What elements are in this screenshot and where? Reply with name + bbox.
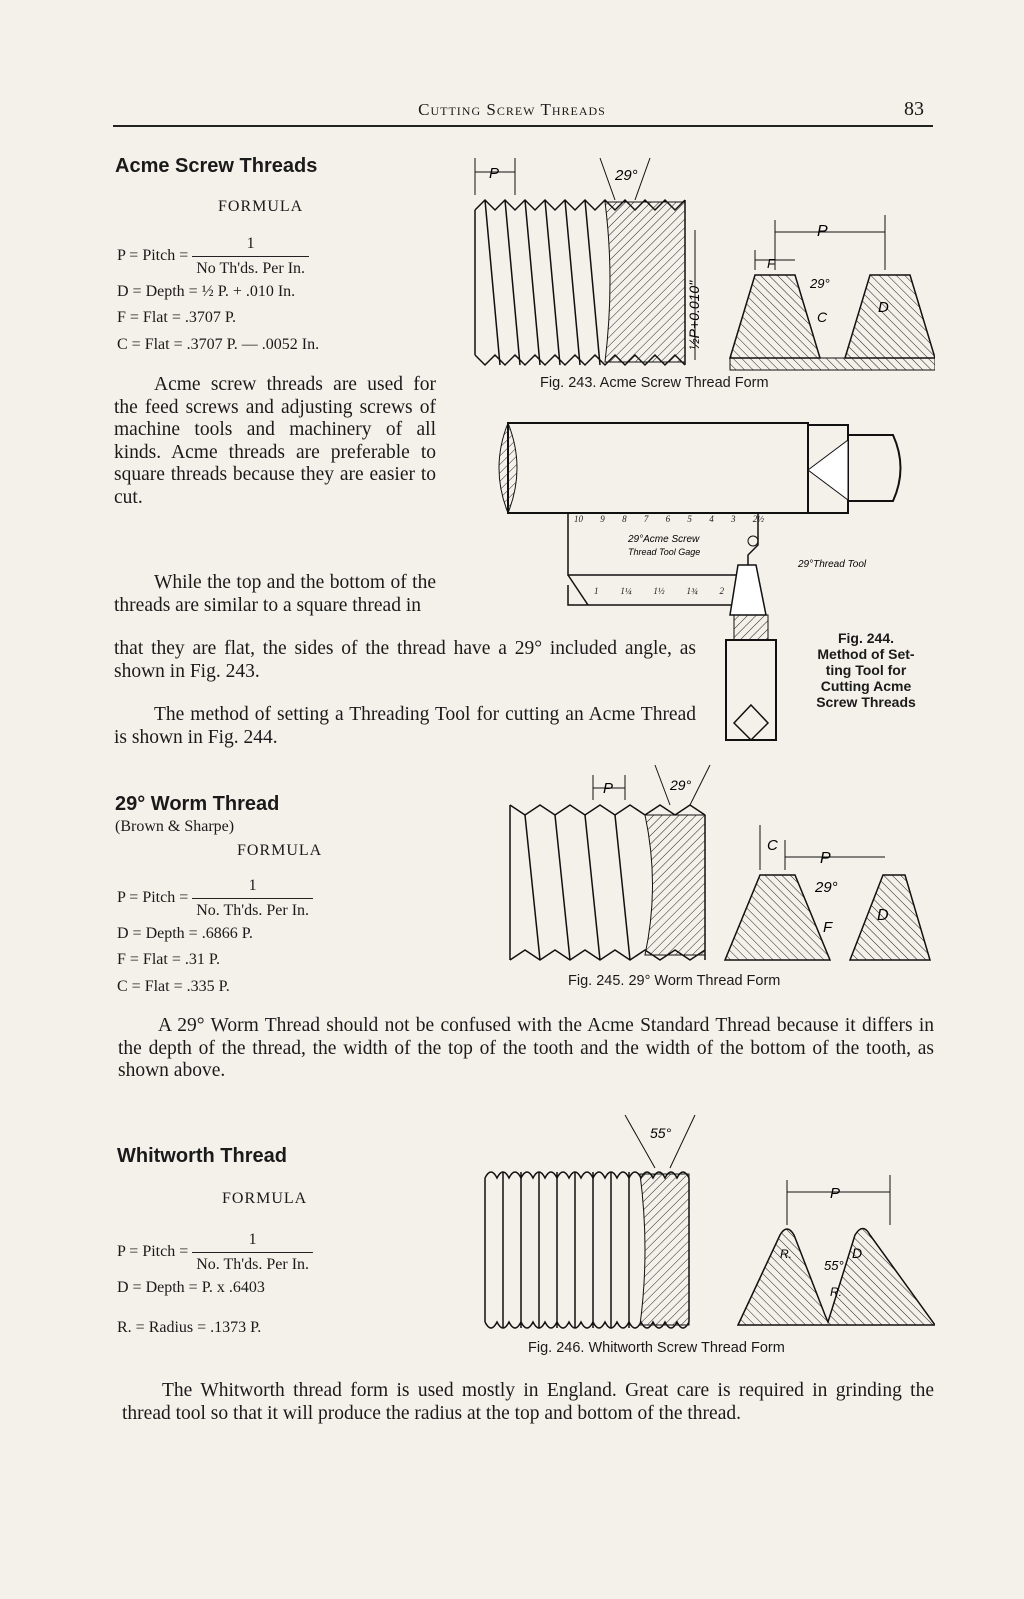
fig245-label-f: F	[823, 919, 833, 936]
fig244-caption	[798, 630, 934, 710]
scale-top-6: 4	[709, 514, 714, 524]
worm-subheading: (Brown & Sharpe)	[115, 818, 235, 835]
fig243-label-d: D	[878, 299, 889, 316]
page-number: 83	[904, 98, 924, 120]
acme-section-hatch	[605, 202, 685, 362]
scale-bottom-2: 1½	[653, 586, 665, 596]
worm-heading: 29° Worm Thread	[115, 793, 280, 815]
fig245-label-c: C	[767, 837, 778, 854]
fig246-label-r2: R.	[830, 1285, 842, 1299]
fig245-diagram	[505, 760, 935, 975]
shaft-end-hatch	[499, 423, 517, 513]
acme-paragraph-3: The method of setting a Threading Tool for cutting an Acme Thread is shown in Fig. 244.	[114, 704, 696, 748]
acme-pitch-prefix: P = Pitch =	[117, 247, 189, 265]
scale-top-1: 9	[600, 514, 605, 524]
acme-paragraph-2a: While the top and the bottom of the threads are similar to a square thread in	[114, 572, 436, 616]
scale-top-5: 5	[687, 514, 692, 524]
scale-bottom-4: 2	[719, 586, 724, 596]
acme-profile-base	[730, 358, 935, 370]
worm-profile-right	[850, 875, 930, 960]
worm-flat-f-formula: F = Flat = .31 P.	[117, 951, 220, 968]
whitworth-profile	[738, 1229, 935, 1326]
whitworth-section-hatch	[640, 1174, 689, 1325]
fig246-label-r1: R.	[780, 1247, 792, 1261]
acme-depth-formula: D = Depth = ½ P. + .010 In.	[117, 283, 296, 300]
worm-formula-label: FORMULA	[237, 842, 323, 859]
worm-pitch-fraction	[192, 874, 313, 923]
fig245-label-d: D	[877, 907, 889, 924]
gage-text-1: 29°Acme Screw	[628, 534, 700, 545]
header-rule	[113, 125, 933, 127]
fig243-caption: Fig. 243. Acme Screw Thread Form	[540, 375, 769, 391]
running-header: Cutting Screw Threads	[418, 100, 606, 119]
whitworth-pitch-den: No. Th'ds. Per In.	[196, 1256, 310, 1273]
acme-pitch-fraction	[192, 232, 309, 281]
whitworth-formula-label: FORMULA	[222, 1190, 308, 1207]
fig243-label-c: C	[817, 309, 828, 325]
fig243-label-depth: ½P+0.010"	[686, 280, 702, 350]
worm-pitch-formula	[117, 874, 313, 923]
scale-bottom-0: 1	[594, 586, 599, 596]
fig244-caption-line-2: Method of Set-	[817, 646, 915, 662]
scale-bottom-1: 1¼	[620, 586, 632, 596]
scale-top-7: 3	[730, 514, 736, 524]
worm-pitch-num: 1	[192, 874, 313, 899]
gage-scale-bottom	[594, 586, 724, 596]
scale-bottom-3: 1¾	[686, 586, 698, 596]
fig243-label-f: F	[767, 256, 775, 271]
fig244-caption-line-3: ting Tool for	[825, 662, 907, 678]
scale-top-2: 8	[622, 514, 627, 524]
fig244-caption-line-5: Screw Threads	[816, 694, 916, 710]
tool-holder	[726, 640, 776, 740]
acme-paragraph-1: Acme screw threads are used for the feed screws and adjusting screws of machine tools and machinery of all kinds. Acme threads are preferable to square threads because they are easier to cut.	[114, 374, 436, 508]
acme-pitch-den: No Th'ds. Per In.	[196, 260, 306, 277]
fig245-label-angle: 29°	[670, 777, 692, 793]
worm-depth-formula: D = Depth = .6866 P.	[117, 925, 253, 942]
fig244-caption-line-4: Cutting Acme	[820, 678, 912, 694]
fig246-label-angle2: 55°	[824, 1258, 844, 1273]
whitworth-pitch-prefix: P = Pitch =	[117, 1243, 189, 1261]
worm-pitch-den: No. Th'ds. Per In.	[196, 902, 310, 919]
work-shaft	[508, 423, 808, 513]
whitworth-heading: Whitworth Thread	[117, 1145, 287, 1167]
whitworth-pitch-num: 1	[192, 1228, 313, 1253]
whitworth-paragraph: The Whitworth thread form is used mostly in England. Great care is required in grinding the thread tool so that it will produce the radius at the top and bottom of the thread.	[122, 1380, 934, 1424]
acme-profile-left	[730, 275, 820, 358]
whitworth-pitch-formula	[117, 1228, 313, 1277]
tool-label: 29°Thread Tool	[798, 559, 867, 570]
fig246-caption: Fig. 246. Whitworth Screw Thread Form	[528, 1340, 785, 1356]
acme-flat-c-formula: C = Flat = .3707 P. — .0052 In.	[117, 336, 320, 353]
acme-flat-f-formula: F = Flat = .3707 P.	[117, 309, 236, 326]
fig245-profile-angle: 29°	[815, 879, 838, 896]
scale-top-8: 2½	[752, 514, 764, 524]
whitworth-radius-formula: R. = Radius = .1373 P.	[117, 1319, 262, 1336]
scale-top-4: 6	[665, 514, 671, 524]
worm-pitch-prefix: P = Pitch =	[117, 889, 189, 907]
fig246-label-d: D	[852, 1245, 863, 1261]
fig245-profile-p: P	[820, 850, 831, 867]
worm-section-hatch	[645, 815, 705, 955]
fig243-label-p: P	[489, 165, 500, 182]
acme-paragraph-2b: that they are flat, the sides of the thread have a 29° included angle, as shown in Fig. 243.	[114, 638, 696, 682]
acme-formula-label: FORMULA	[218, 198, 304, 215]
scale-top-3: 7	[643, 514, 649, 524]
worm-flat-c-formula: C = Flat = .335 P.	[117, 978, 230, 995]
acme-heading: Acme Screw Threads	[115, 155, 318, 177]
whitworth-pitch-fraction	[192, 1228, 313, 1277]
worm-paragraph: A 29° Worm Thread should not be confused with the Acme Standard Thread because it differs in the depth of the thread, the width of the top of the tooth and the width of the bottom of the tooth, as shown above.	[118, 1015, 934, 1081]
thread-tool-tip	[730, 565, 766, 615]
scale-top-0: 10	[574, 514, 583, 524]
gage-scale-top	[574, 514, 764, 524]
fig246-label-p: P	[830, 1185, 841, 1202]
fig246-diagram	[480, 1110, 935, 1340]
fig245-label-p: P	[603, 780, 614, 797]
fig246-label-angle: 55°	[650, 1125, 672, 1141]
gage-text-2: Thread Tool Gage	[628, 547, 701, 557]
fig243-profile-p: P	[817, 223, 828, 240]
fig243-label-angle: 29°	[615, 167, 638, 184]
acme-pitch-num: 1	[192, 232, 309, 257]
acme-profile-right	[845, 275, 935, 358]
fig243-diagram	[465, 150, 935, 375]
whitworth-depth-formula: D = Depth = P. x .6403	[117, 1279, 265, 1296]
fig245-caption: Fig. 245. 29° Worm Thread Form	[568, 973, 781, 989]
fig244-caption-line-1: Fig. 244.	[837, 630, 895, 646]
lathe-center	[848, 435, 901, 501]
acme-pitch-formula	[117, 232, 309, 281]
fig243-profile-angle: 29°	[810, 276, 830, 291]
